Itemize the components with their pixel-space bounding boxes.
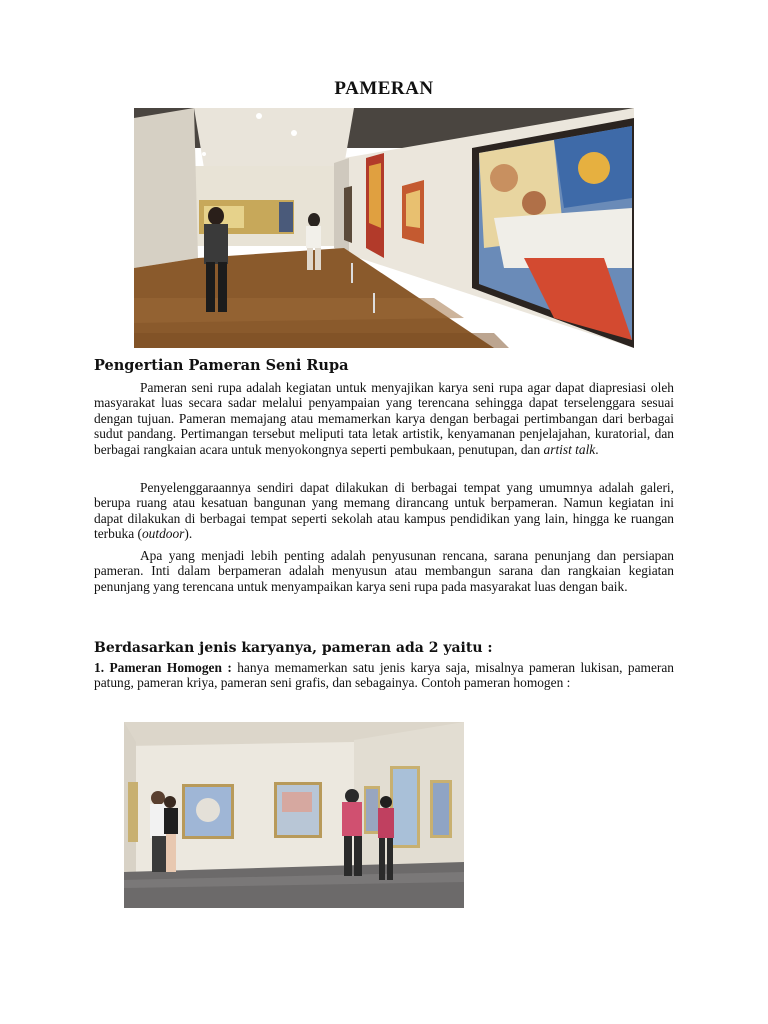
list-item-homogen-text: hanya memamerkan satu jenis karya saja, misalnya pameran lukisan, pameran patung, pameran kriya, pameran seni grafis, dan sebagainya. Contoh pameran homogen : [94,660,674,691]
gallery-photo-wood-floor [134,108,634,348]
paragraph-definition [94,380,674,457]
paragraph-venue-end: ). [184,526,193,542]
italic-outdoor: outdoor [141,526,185,542]
page-title: PAMERAN [334,78,434,99]
section-heading-pengertian: Pengertian Pameran Seni Rupa [94,357,349,374]
gallery-photo-homogeneous [124,722,464,908]
paragraph-definition-text: Pameran seni rupa adalah kegiatan untuk menyajikan karya seni rupa agar dapat diapresiasi oleh masyarakat luas secara sadar melalui penyampaian yang terencana sehingga dapat terselenggara sesuai dengan tujuan. Pameran memajang atau memamerkan karya dengan berbagai pertimbangan dari berbagai sudut pandang. Pertimangan tersebut meliputi tata letak artistik, kenyamanan penjelajahan, kuratorial, dan berbagai rangkaian acara untuk menyokongnya seperti pembukaan, penutupan, dan [94,380,674,457]
paragraph-venue [94,480,674,542]
italic-artist-talk: artist talk [543,441,596,457]
list-item-homogen [94,660,674,691]
paragraph-venue-text: Penyelenggaraannya sendiri dapat dilakukan di berbagai tempat yang umumnya adalah galeri, berupa ruang atau kesatuan bangunan yang memang dirancang untuk berpameran. Namun kegiatan ini dapat dilakukan di berbagai tempat seperti sekolah atau kampus pendidikan yang lain, hingga ke ruangan terbuka ( [94,480,674,542]
paragraph-definition-end: . [595,441,599,457]
list-item-homogen-label: 1. Pameran Homogen : [94,660,232,675]
section-heading-types: Berdasarkan jenis karyanya, pameran ada 2 yaitu : [94,640,493,656]
paragraph-planning: Apa yang menjadi lebih penting adalah penyusunan rencana, sarana penunjang dan persiapan pameran. Inti dalam berpameran adalah menyusun atau membangun sarana dan rangkaian kegiatan penunjang yang terencana untuk menyampaikan karya seni rupa pada masyarakat luas dengan baik. [94,548,674,594]
